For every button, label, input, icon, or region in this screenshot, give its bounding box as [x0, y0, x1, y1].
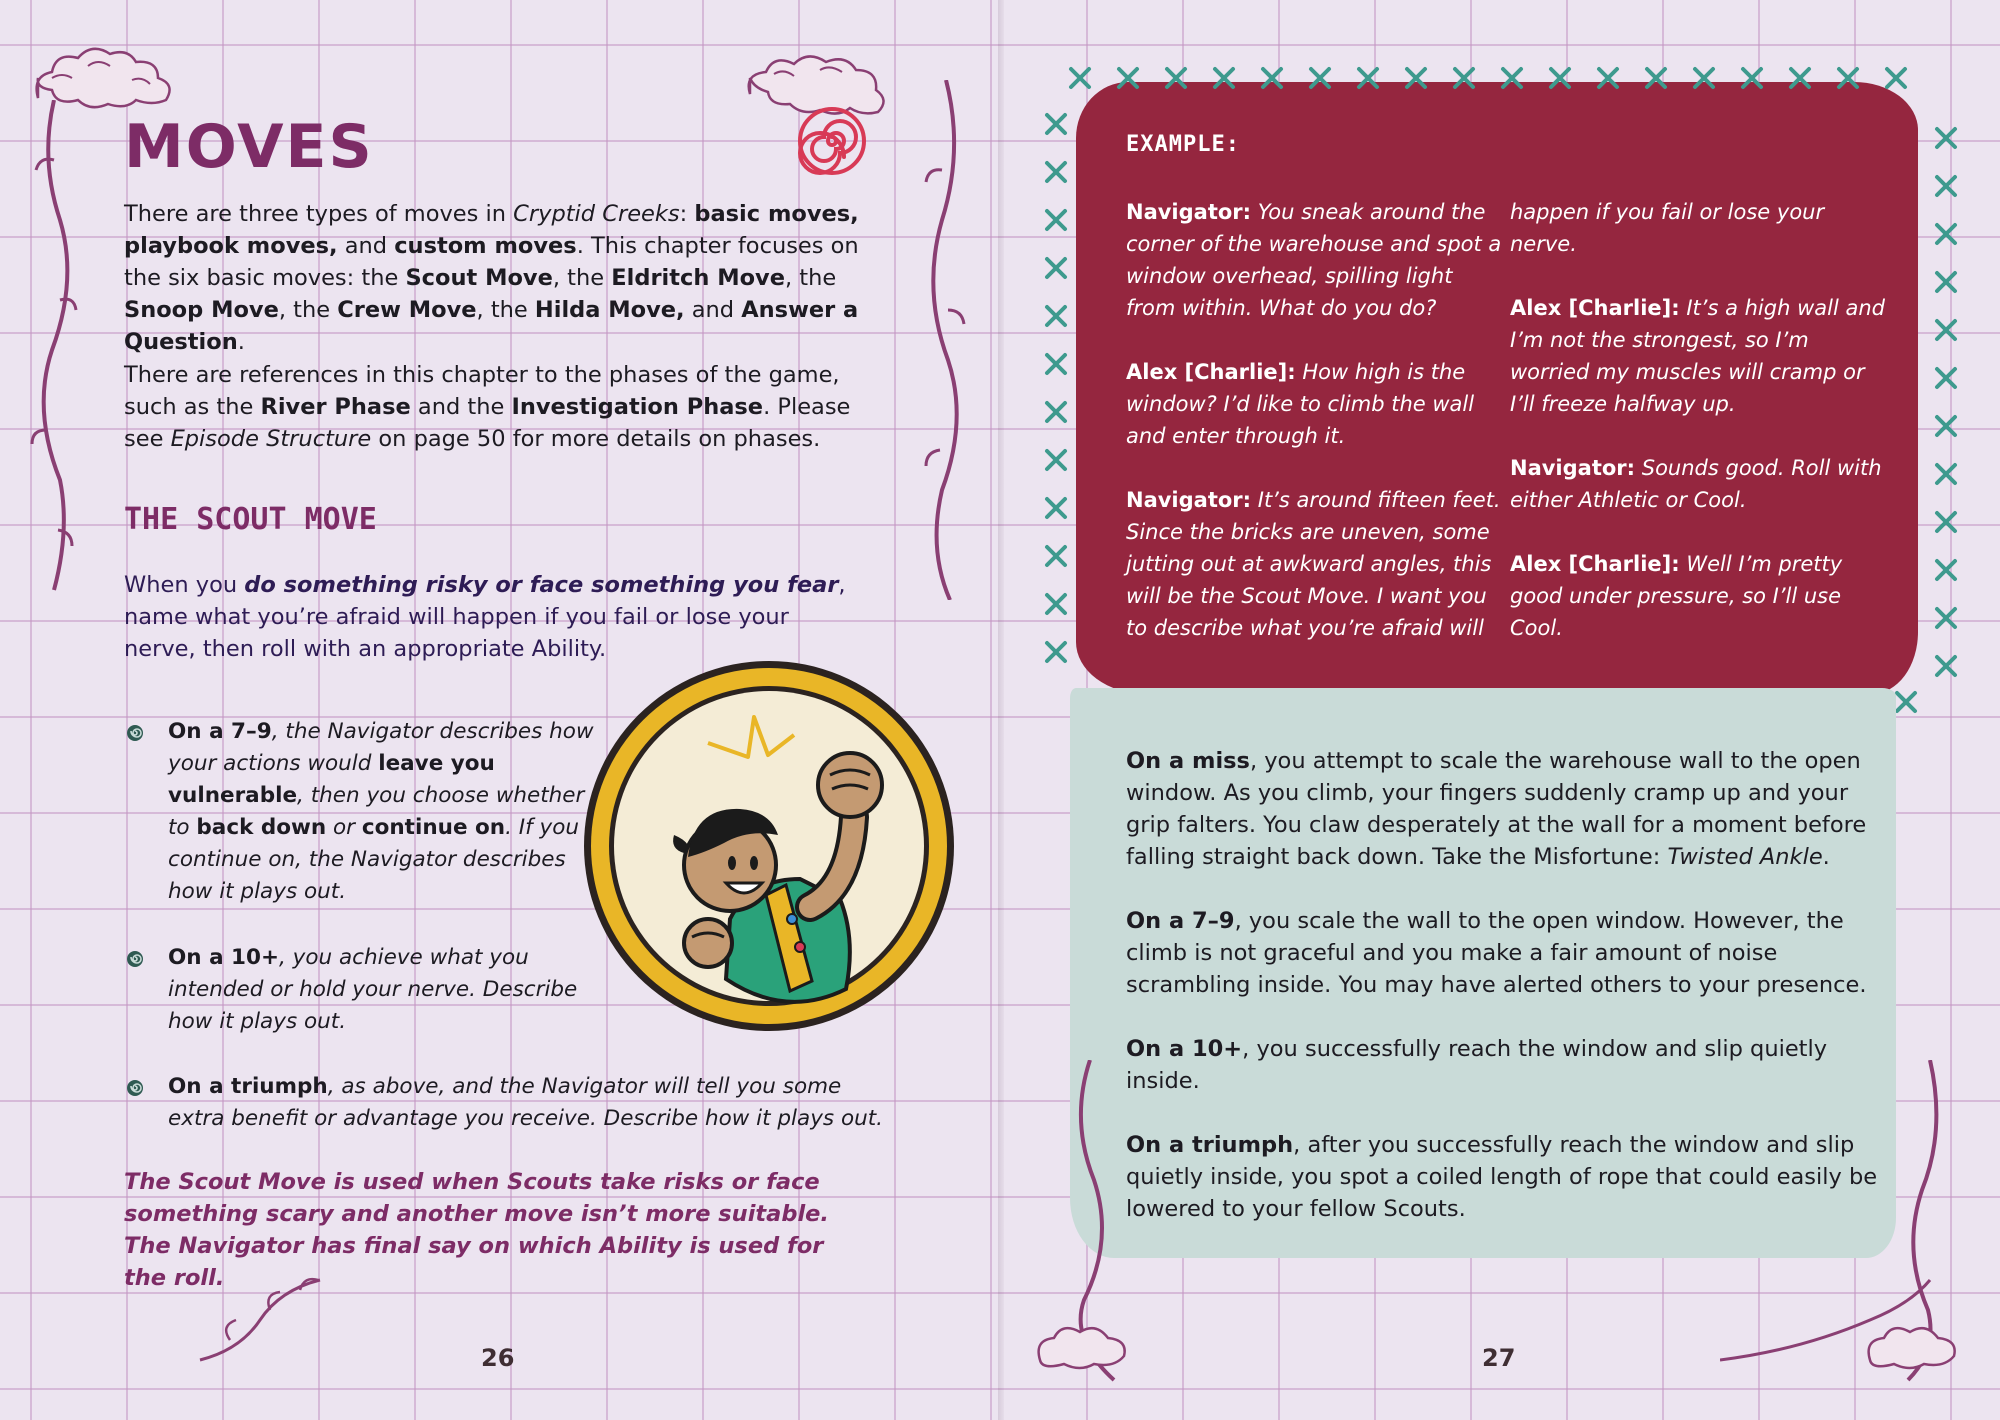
move-trigger: When you do something risky or face something you fear, name what you’re afraid will happen if you fail or lose your nerve, then roll with an appropriate Ability. [124, 572, 846, 662]
move-note: The Scout Move is used when Scouts take risks or face something scary and another move isn’t more suitable. The Navigator has final say on which Ability is used for the roll. [124, 1169, 829, 1291]
spiral-icon [798, 107, 866, 175]
cloud-ornament-bottom-left [190, 1250, 350, 1370]
result-miss: On a miss, you attempt to scale the warehouse wall to the open window. As you climb, your fingers suddenly cramp up and your grip falters. You claw desperately at the wall for a moment before falling straight back down. Take the Misfortune: Twisted Ankle. [1126, 748, 1867, 870]
outcome-triumph: On a triumph, as above, and the Navigator will tell you some extra benefit or advantage you receive. Describe how it plays out. [124, 1071, 884, 1135]
intro-paragraph: There are three types of moves in Cryptid Creeks: basic moves, playbook moves, and custom moves. This chapter focuses on the six basic moves: the Scout Move, the Eldritch Move, the Snoop Move, the Crew Move, the Hilda Move, and Answer a Question. [124, 201, 859, 355]
result-10-plus: On a 10+, you successfully reach the window and slip quietly inside. [1126, 1036, 1828, 1094]
example-column-2 [1510, 196, 1890, 676]
cloud-ornament-bottom-right-left [1030, 1060, 1150, 1390]
outcome-10-plus: On a 10+, you achieve what you intended or hold your nerve. Describe how it plays out. [124, 942, 594, 1038]
scout-badge-illustration [580, 657, 958, 1035]
result-7-9: On a 7–9, you scale the wall to the open window. However, the climb is not graceful and you make a fair amount of noise scrambling inside. You may have alerted others to your presence. [1126, 908, 1867, 998]
dialogue-line: Navigator: It’s around fifteen feet. Since the bricks are uneven, some jutting out at awkward angles, this will be the Scout Move. I want you to describe what you’re afraid will [1126, 488, 1501, 640]
dialogue-line: happen if you fail or lose your nerve. [1510, 200, 1825, 256]
dialogue-line: Alex [Charlie]: How high is the window? I’d like to climb the wall and enter through it. [1126, 360, 1475, 448]
dialogue-line: Alex [Charlie]: It’s a high wall and I’m not the strongest, so I’m worried my muscles will cramp or I’ll freeze halfway up. [1510, 296, 1885, 416]
cloud-ornament-bottom-right [1720, 1060, 1960, 1390]
dialogue-line: Navigator: Sounds good. Roll with either Athletic or Cool. [1510, 456, 1882, 512]
example-column-1 [1126, 196, 1506, 676]
page-number-left: 26 [481, 1344, 515, 1372]
dialogue-line: Navigator: You sneak around the corner of the warehouse and spot a window overhead, spilling light from within. What do you do? [1126, 200, 1502, 320]
result-triumph: On a triumph, after you successfully reach the window and slip quietly inside, you spot a coiled length of rope that could easily be lowered to your fellow Scouts. [1126, 1132, 1878, 1222]
bullet-spiral-icon [126, 1079, 144, 1097]
dialogue-line: Alex [Charlie]: Well I’m pretty good under pressure, so I’ll use Cool. [1510, 552, 1843, 640]
page-title: MOVES [124, 112, 374, 182]
vine-ornament-right-edge [920, 80, 980, 600]
page-number-right: 27 [1482, 1344, 1516, 1372]
phases-paragraph: There are references in this chapter to the phases of the game, such as the River Phase and the Investigation Phase. Please see Episode Structure on page 50 for more details on phases. [124, 362, 851, 452]
bullet-spiral-icon [126, 724, 144, 742]
section-heading: THE SCOUT MOVE [124, 502, 377, 537]
outcome-7-9: On a 7–9, the Navigator describes how your actions would leave you vulnerable, then you choose whether to back down or continue on. If you continue on, the Navigator describes how it plays out. [124, 716, 594, 908]
vine-ornament-left-edge [24, 100, 84, 600]
example-label: EXAMPLE: [1126, 132, 1240, 157]
bullet-spiral-icon [126, 950, 144, 968]
